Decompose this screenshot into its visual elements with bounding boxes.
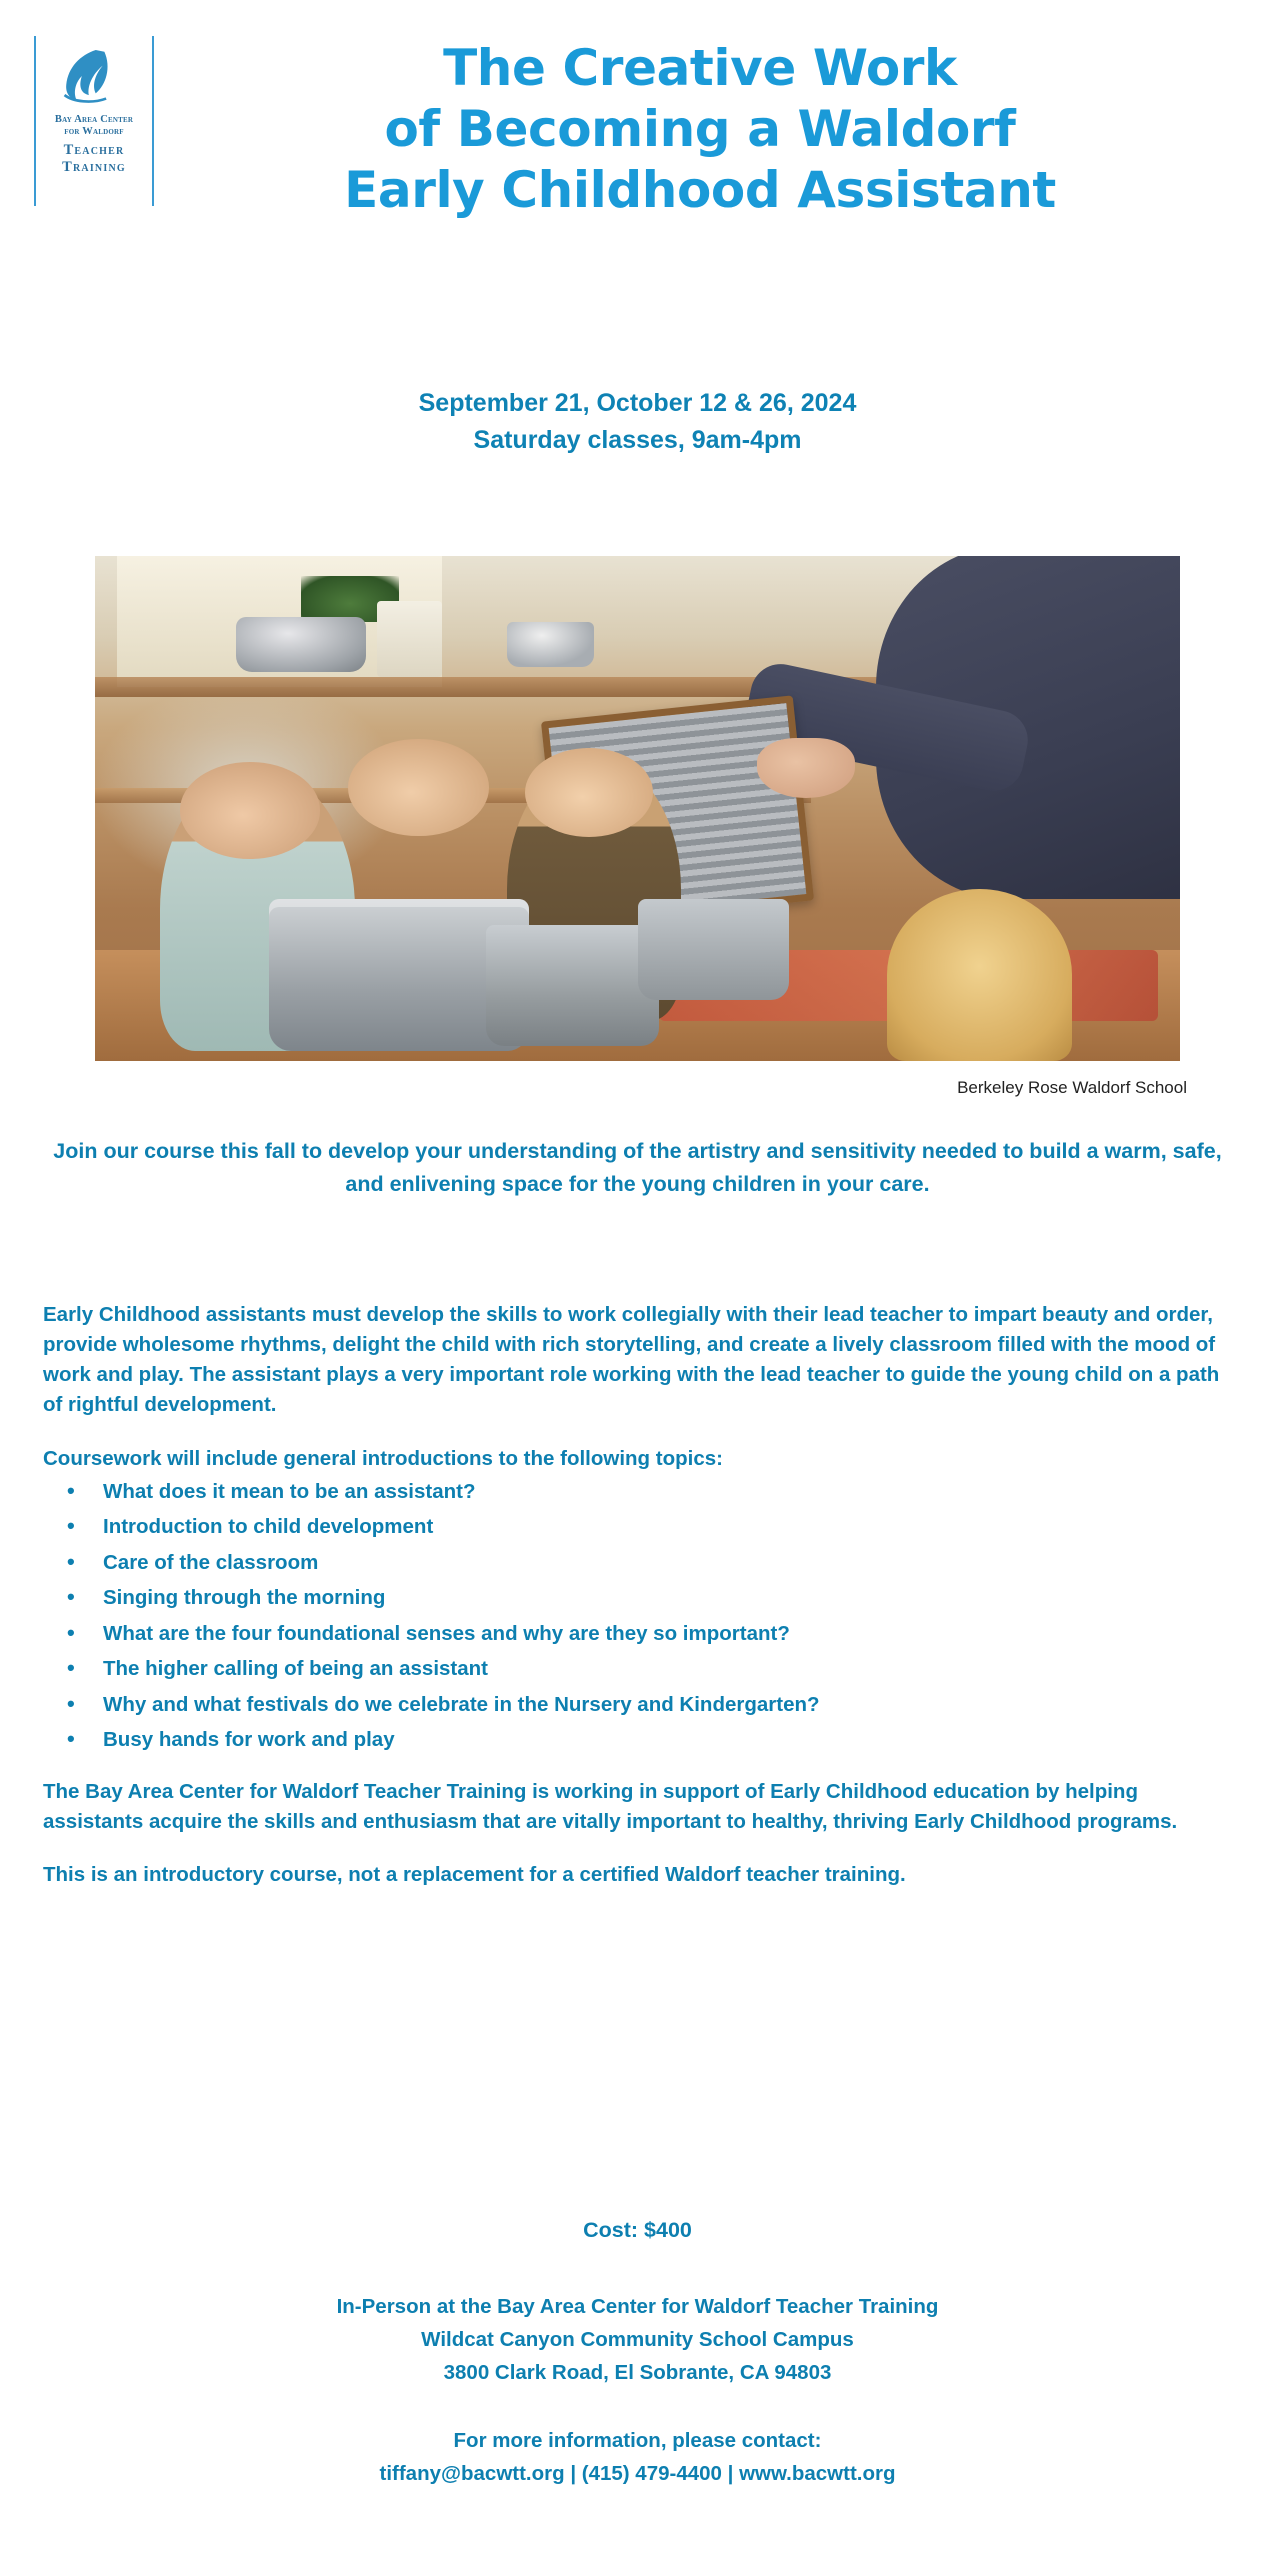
course-dates xyxy=(0,385,1275,459)
title-line-3: Early Childhood Assistant xyxy=(344,161,1056,219)
list-item: • The higher calling of being an assistant xyxy=(61,1659,1233,1680)
topics-intro: Coursework will include general introductions to the following topics: xyxy=(43,1446,723,1470)
metal-pot xyxy=(236,617,366,673)
organization-logo xyxy=(34,36,154,206)
paragraph-support-statement: The Bay Area Center for Waldorf Teacher Training is working in support of Early Childhood education by helping assistants acquire the skills and enthusiasm that are vitally important to healthy, thriving Early Childhood programs. xyxy=(43,1779,1178,1833)
logo-line-2: for Waldorf xyxy=(64,126,124,138)
logo-wordmark xyxy=(42,114,146,176)
cost-line: Cost: $400 xyxy=(583,2218,692,2242)
body-copy xyxy=(43,1300,1233,1914)
child-figure xyxy=(887,889,1071,1061)
child-head xyxy=(180,762,321,858)
classroom-scene-illustration xyxy=(95,556,1180,1061)
contact-details[interactable]: tiffany@bacwtt.org | (415) 479-4400 | www.bacwtt.org xyxy=(379,2462,896,2486)
galvanized-tub xyxy=(486,925,660,1046)
list-item: • Busy hands for work and play xyxy=(61,1730,1233,1751)
child-head xyxy=(348,739,488,836)
glass-jar xyxy=(377,601,442,677)
location-block xyxy=(0,2290,1275,2390)
galvanized-tub xyxy=(638,899,790,1000)
page-title xyxy=(160,38,1240,221)
location-line-2: Wildcat Canyon Community School Campus xyxy=(421,2328,854,2352)
list-item: • Care of the classroom xyxy=(61,1553,1233,1574)
title-line-2: of Becoming a Waldorf xyxy=(384,100,1016,158)
child-head xyxy=(525,748,653,837)
adult-hand xyxy=(757,738,855,799)
photo-caption: Berkeley Rose Waldorf School xyxy=(957,1078,1187,1097)
location-line-1: In-Person at the Bay Area Center for Waldorf Teacher Training xyxy=(336,2295,939,2318)
list-item: • What are the four foundational senses and why are they so important? xyxy=(61,1624,1233,1645)
metal-pot-small xyxy=(507,622,594,667)
contact-prompt: For more information, please contact: xyxy=(453,2429,822,2452)
logo-line-1: Bay Area Center xyxy=(54,114,134,125)
list-item: • Singing through the morning xyxy=(61,1588,1233,1609)
logo-line-3: Teacher xyxy=(63,141,125,158)
list-item: • Why and what festivals do we celebrate in the Nursery and Kindergarten? xyxy=(61,1695,1233,1716)
topics-list xyxy=(43,1479,1233,1752)
list-item: • What does it mean to be an assistant? xyxy=(61,1482,1233,1503)
list-item: • Introduction to child development xyxy=(61,1517,1233,1538)
dates-line: September 21, October 12 & 26, 2024 xyxy=(418,389,857,417)
hero-photo xyxy=(95,556,1180,1061)
wave-leaf-logo-icon xyxy=(42,40,146,112)
title-line-1: The Creative Work xyxy=(443,39,957,97)
schedule-line: Saturday classes, 9am-4pm xyxy=(473,426,802,454)
intro-paragraph: Join our course this fall to develop your understanding of the artistry and sensitivity needed to build a warm, safe, and enlivening space for the young children in your care. xyxy=(53,1139,1222,1196)
logo-line-4: Training xyxy=(62,158,126,175)
paragraph-disclaimer: This is an introductory course, not a replacement for a certified Waldorf teacher training. xyxy=(43,1863,906,1887)
contact-block xyxy=(0,2424,1275,2490)
location-line-3: 3800 Clark Road, El Sobrante, CA 94803 xyxy=(443,2361,832,2385)
paragraph-role-description: Early Childhood assistants must develop the skills to work collegially with their lead teacher to impart beauty and order, provide wholesome rhythms, delight the child with rich storytelling, and create a lively classroom filled with the mood of work and play. The assistant plays a very important role working with the lead teacher to guide the young child on a path of rightful development. xyxy=(43,1303,1220,1416)
